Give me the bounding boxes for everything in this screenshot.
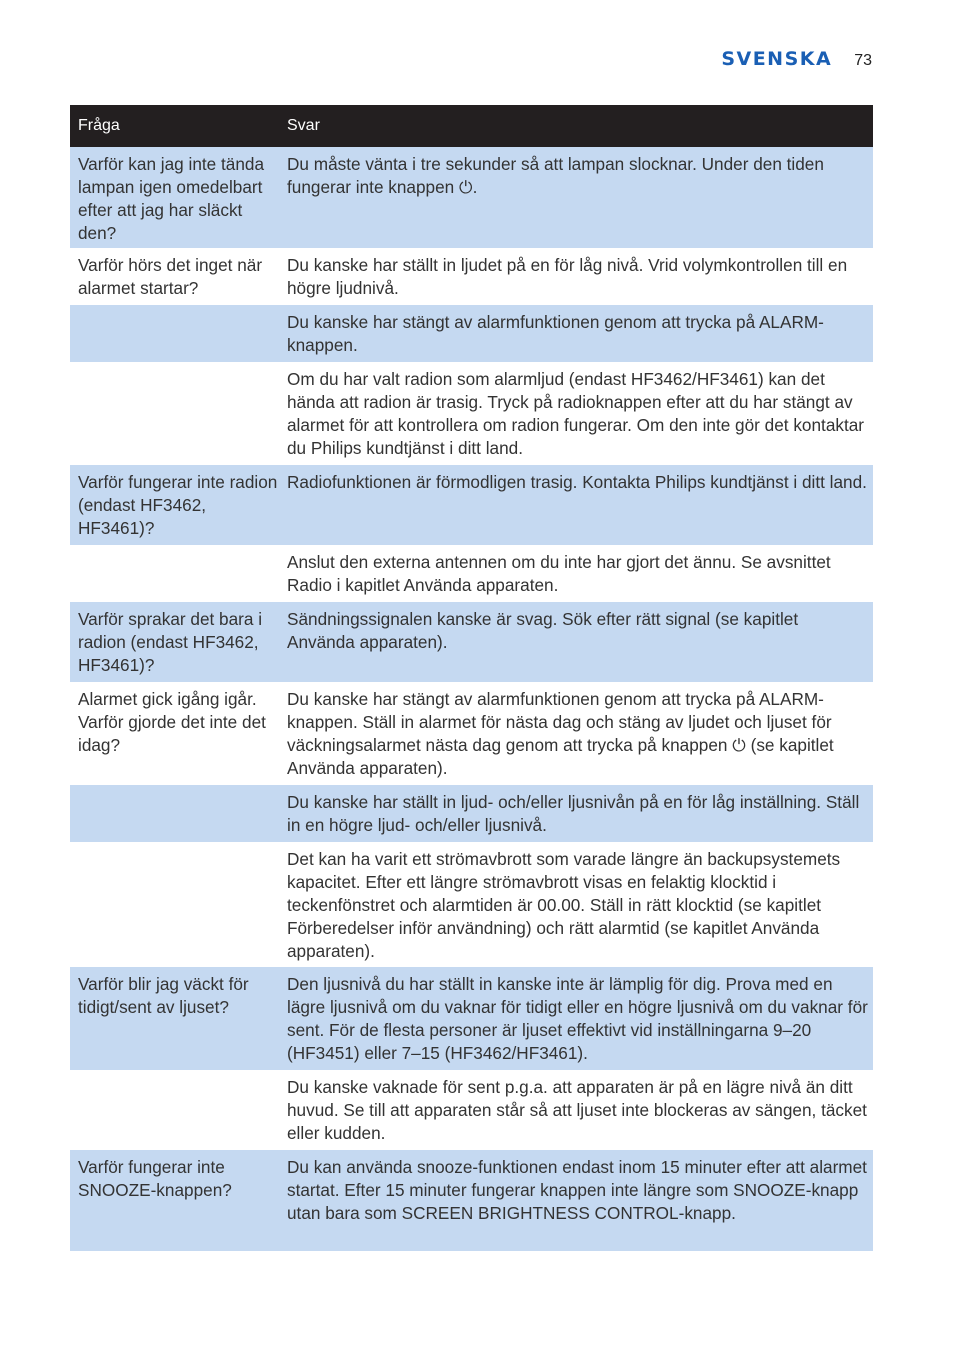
answer-cell: Du kanske har ställt in ljudet på en för låg nivå. Vrid volymkontrollen till en högre ljudnivå.: [287, 255, 848, 298]
answer-cell: Det kan ha varit ett strömavbrott som varade längre än backupsystemets kapacitet. Efter ett längre strömavbrott visas en felaktig klocktid i teckenfönstret och alarmtiden är 00.00. Ställ in rätt klocktid (se kapitlet Förberedelser inför användning) och rätt alarmtid (se kapitlet Använda apparaten).: [287, 849, 841, 961]
table-row: [70, 842, 873, 967]
question-cell: Varför blir jag väckt för tidigt/sent av ljuset?: [78, 974, 249, 1017]
column-header-question: Fråga: [78, 117, 120, 134]
question-cell: Varför kan jag inte tända lampan igen omedelbart efter att jag har släckt den?: [78, 154, 264, 243]
table-row: [70, 305, 873, 362]
answer-cell: Sändningssignalen kanske är svag. Sök efter rätt signal (se kapitlet Använda apparaten).: [287, 609, 799, 652]
question-cell: [70, 785, 287, 842]
table-row: [70, 602, 873, 682]
table-row: [70, 682, 873, 785]
table-row: [70, 362, 873, 465]
table-row: [70, 1070, 873, 1150]
page-number: 73: [854, 52, 872, 69]
table-row: [70, 147, 873, 248]
table-body: [70, 147, 873, 1251]
table-header: [70, 105, 873, 147]
table-row: [70, 545, 873, 602]
answer-cell: Du kanske har stängt av alarmfunktionen genom att trycka på ALARM-knappen. Ställ in alarmet för nästa dag och stäng av ljudet och ljuset för väckningsalarmet nästa dag genom att trycka på knappen ⏻ (se kapitlet Använda apparaten).: [287, 689, 834, 778]
table-row: [70, 248, 873, 305]
question-cell: Varför hörs det inget när alarmet startar?: [78, 255, 263, 298]
language-label: SVENSKA: [721, 48, 833, 70]
answer-cell: Den ljusnivå du har ställt in kanske inte är lämplig för dig. Prova med en lägre ljusnivå om du vaknar för tidigt eller en högre ljusnivå om du vaknar för sent. För de flesta personer är ljuset effektivt vid inställningarna 9–20 (HF3451) eller 7–15 (HF3462/HF3461).: [287, 974, 868, 1063]
question-cell: [70, 545, 287, 602]
question-cell: Varför fungerar inte radion (endast HF3462, HF3461)?: [78, 472, 278, 538]
answer-cell: Du måste vänta i tre sekunder så att lampan slocknar. Under den tiden fungerar inte knappen ⏻.: [287, 154, 824, 197]
table-row: [70, 465, 873, 545]
answer-cell: Radiofunktionen är förmodligen trasig. Kontakta Philips kundtjänst i ditt land.: [287, 472, 867, 492]
answer-cell: Du kanske har stängt av alarmfunktionen genom att trycka på ALARM-knappen.: [287, 312, 824, 355]
table-row: [70, 1150, 873, 1251]
question-cell: [70, 842, 287, 967]
question-cell: Varför sprakar det bara i radion (endast HF3462, HF3461)?: [78, 609, 263, 675]
column-header-answer: Svar: [287, 117, 320, 134]
answer-cell: Du kanske vaknade för sent p.g.a. att apparaten är på en lägre nivå än ditt huvud. Se till att apparaten står så att ljuset inte blockeras av sängen, täcket eller kudden.: [287, 1077, 867, 1143]
table-row: [70, 785, 873, 842]
page-header: [721, 48, 872, 70]
answer-cell: Du kanske har ställt in ljud- och/eller ljusnivån på en för låg inställning. Ställ in en högre ljud- och/eller ljusnivå.: [287, 792, 860, 835]
answer-cell: Du kan använda snooze-funktionen endast inom 15 minuter efter att alarmet startat. Efter 15 minuter fungerar knappen inte längre som SNOOZE-knapp utan bara som SCREEN BRIGHTNESS CONTROL-knapp.: [287, 1157, 867, 1223]
faq-table: [70, 105, 873, 1251]
question-cell: [70, 305, 287, 362]
question-cell: [70, 1070, 287, 1150]
answer-cell: Anslut den externa antennen om du inte har gjort det ännu. Se avsnittet Radio i kapitlet Använda apparaten.: [287, 552, 831, 595]
question-cell: Varför fungerar inte SNOOZE-knappen?: [78, 1157, 232, 1200]
question-cell: Alarmet gick igång igår. Varför gjorde det inte det idag?: [78, 689, 266, 755]
answer-cell: Om du har valt radion som alarmljud (endast HF3462/HF3461) kan det hända att radion är trasig. Tryck på radioknappen efter att du har stängt av alarmet för att kontrollera om radion fungerar. Om den inte gör det kontaktar du Philips kundtjänst i ditt land.: [287, 369, 865, 458]
question-cell: [70, 362, 287, 465]
table-row: [70, 967, 873, 1070]
